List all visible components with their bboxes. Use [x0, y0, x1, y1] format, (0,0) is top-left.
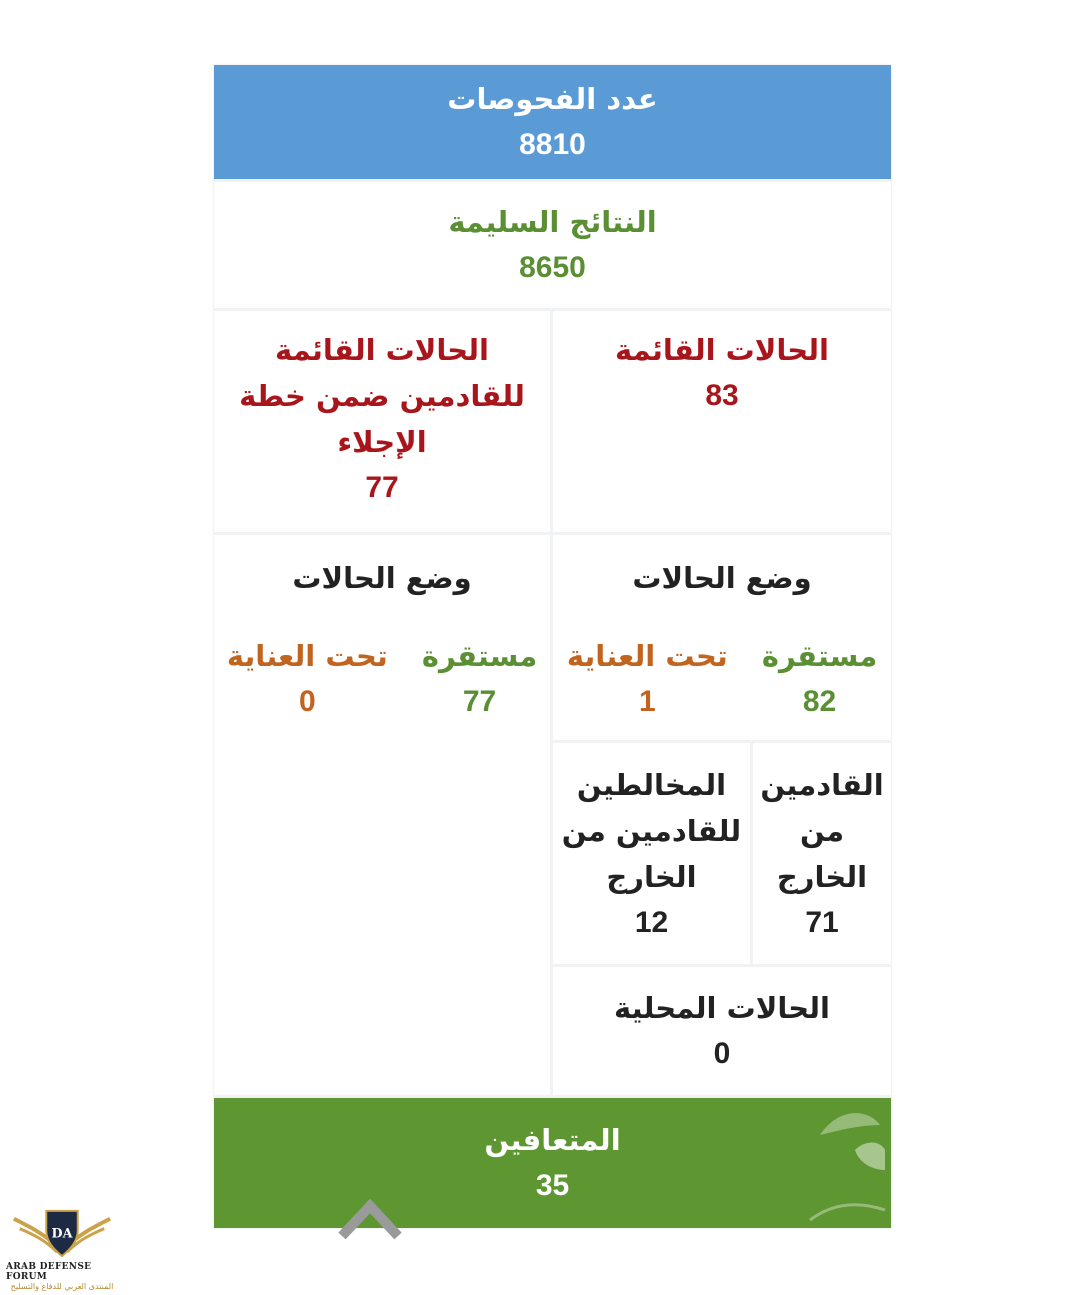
contacts-line1: المخالطين [576, 767, 727, 802]
stable-value: 77 [462, 685, 497, 718]
intensive-care-value: 1 [638, 685, 656, 718]
case-status-left-card [214, 535, 550, 1095]
tests-card [214, 65, 891, 179]
local-cases-label: الحالات المحلية [614, 991, 830, 1025]
intensive-care-label: تحت العناية [566, 639, 728, 673]
active-cases-card [553, 311, 891, 532]
stats-panel [214, 65, 891, 1228]
active-cases-evacuation-value: 77 [365, 471, 399, 504]
recovered-label: المتعافين [484, 1123, 621, 1157]
shield-wings-logo-icon [9, 1205, 115, 1262]
evacuation-label-line1: الحالات القائمة [275, 333, 489, 367]
tests-value: 8810 [519, 128, 586, 161]
active-cases-label: الحالات القائمة [615, 333, 829, 367]
contacts-line3: الخارج [606, 859, 697, 894]
contacts-arrivals-card [553, 743, 750, 964]
negative-results-label: النتائج السليمة [448, 205, 657, 239]
stable-column [422, 633, 537, 725]
case-status-left-row [227, 633, 537, 725]
intensive-care-column [227, 633, 388, 725]
chevron-up-icon[interactable] [338, 1196, 402, 1240]
stable-label: مستقرة [421, 639, 538, 673]
logo-name-ar: المنتدى العربي للدفاع والتسليح [10, 1282, 114, 1291]
arrivals-abroad-value: 71 [805, 905, 839, 939]
evacuation-label-line3: الإجلاء [337, 425, 427, 459]
logo-name-en: ARAB DEFENSE FORUM [6, 1262, 92, 1282]
recovered-value: 35 [535, 1169, 570, 1202]
intensive-care-label: تحت العناية [226, 639, 388, 673]
local-cases-card [553, 967, 891, 1095]
arrivals-line3: الخارج [776, 859, 868, 894]
evacuation-label-line2: للقادمين ضمن خطة [239, 379, 525, 413]
svg-text:DA: DA [51, 1226, 73, 1242]
stable-value: 82 [802, 685, 837, 718]
case-status-right-title: وضع الحالات [632, 561, 812, 595]
active-cases-evacuation-card [214, 311, 550, 532]
negative-results-card [214, 182, 891, 308]
intensive-care-value: 0 [298, 685, 316, 718]
arrivals-line1: القادمين [760, 767, 884, 802]
intensive-care-column [567, 633, 728, 725]
active-cases-value: 83 [705, 379, 739, 412]
case-status-right-card [553, 535, 891, 740]
local-cases-value: 0 [713, 1037, 731, 1070]
arrivals-abroad-card [753, 743, 891, 964]
stable-label: مستقرة [761, 639, 878, 673]
leaf-watermark-icon [800, 1095, 890, 1225]
case-status-left-title: وضع الحالات [292, 561, 472, 595]
forum-logo [6, 1205, 118, 1291]
contacts-line2: للقادمين من [561, 813, 742, 848]
tests-label: عدد الفحوصات [447, 82, 658, 116]
recovered-card [214, 1098, 891, 1228]
stable-column [762, 633, 877, 725]
negative-results-value: 8650 [519, 251, 586, 284]
contacts-arrivals-value: 12 [634, 905, 669, 939]
arrivals-line2: من [799, 813, 845, 848]
case-status-right-row [567, 633, 877, 725]
